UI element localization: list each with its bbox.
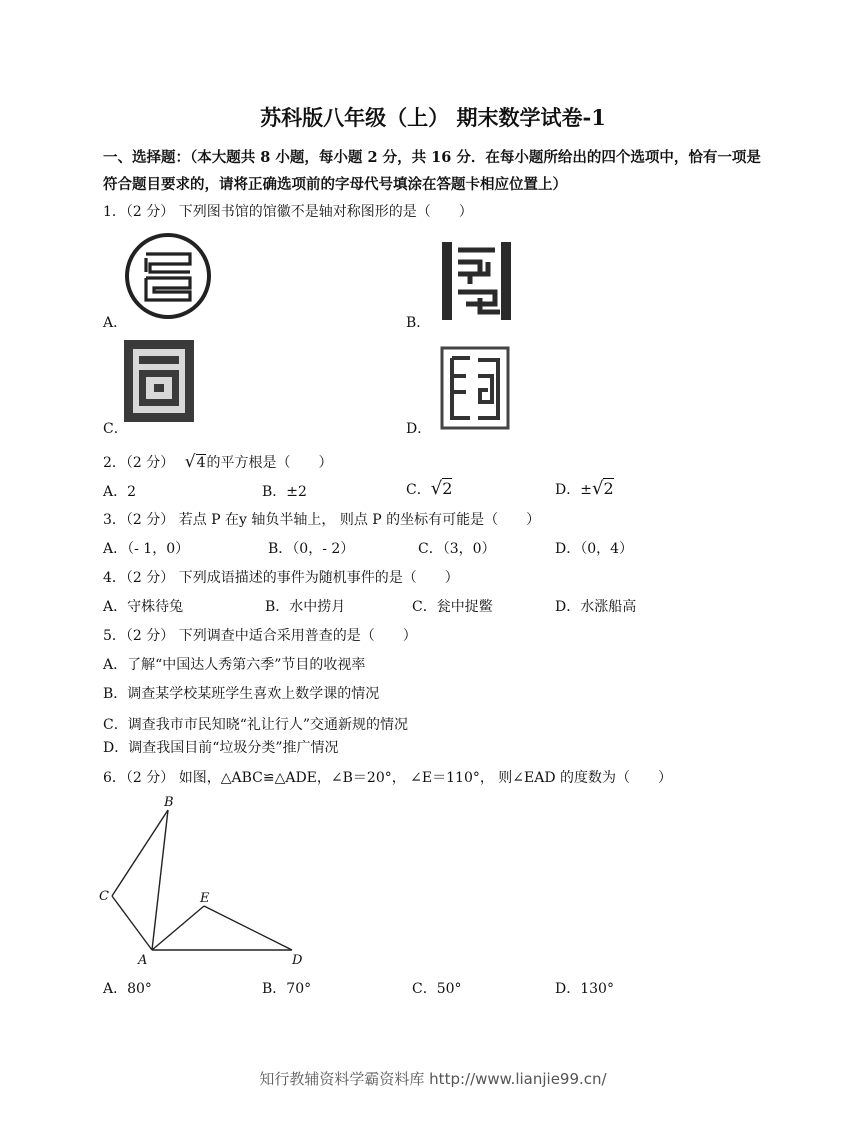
q6-option-b[interactable]: B．70°	[262, 981, 312, 997]
sqrt-sign-icon: √	[591, 478, 604, 499]
q5-option-a[interactable]: A．了解“中国达人秀第六季”节目的收视率	[103, 657, 366, 673]
q1-option-d[interactable]: D．	[406, 421, 432, 437]
q2-option-d[interactable]	[555, 478, 614, 499]
q2-option-d-radicand: 2	[603, 479, 614, 498]
q2-stem	[103, 452, 332, 472]
q1-option-a[interactable]: A．	[103, 315, 128, 331]
emblem-c-image	[124, 340, 194, 422]
q2-radicand: 4	[196, 455, 206, 471]
label-e: E	[200, 891, 210, 906]
label-c: C	[99, 889, 109, 904]
q4-stem: 4．（2 分） 下列成语描述的事件为随机事件的是（ ）	[103, 570, 459, 586]
q4-option-d[interactable]: D．水涨船高	[555, 599, 637, 615]
q6-stem: 6．（2 分） 如图，△ABC≌△ADE，∠B＝20°， ∠E＝110°， 则∠EAD 的度数为（ ）	[103, 770, 673, 786]
segment-ed	[204, 906, 292, 950]
q4-option-a[interactable]: A．守株待兔	[103, 599, 184, 615]
q5-option-b[interactable]: B．调查某学校某班学生喜欢上数学课的情况	[103, 686, 380, 702]
q3-option-a[interactable]: A．（- 1，0）	[103, 541, 190, 557]
q3-option-c[interactable]: C．（3，0）	[418, 541, 496, 557]
emblem-d-image	[440, 346, 510, 430]
q3-stem: 3．（2 分） 若点 P 在y 轴负半轴上， 则点 P 的坐标有可能是（ ）	[103, 512, 541, 528]
q2-option-b[interactable]: B．±2	[262, 484, 307, 500]
sqrt-sign-icon: √	[430, 478, 443, 499]
emblem-b-image	[440, 240, 513, 322]
page-title: 苏科版八年级（上） 期末数学试卷-1	[260, 105, 606, 130]
label-b: B	[164, 795, 174, 810]
q5-option-d[interactable]: D．调查我国目前“垃圾分类”推广情况	[103, 740, 339, 756]
q2-prefix: 2．（2 分）	[103, 455, 175, 471]
q1-stem: 1．（2 分） 下列图书馆的馆徽不是轴对称图形的是（ ）	[103, 204, 473, 220]
q5-stem: 5．（2 分） 下列调查中适合采用普查的是（ ）	[103, 628, 417, 644]
q6-option-d[interactable]: D．130°	[555, 981, 614, 997]
q2-option-c-radicand: 2	[442, 479, 453, 498]
q3-option-d[interactable]: D．（0，4）	[555, 541, 634, 557]
q5-option-c[interactable]: C．调查我市市民知晓“礼让行人”交通新规的情况	[103, 717, 409, 733]
sqrt-sign-icon: √	[184, 452, 196, 472]
segment-ae	[152, 906, 204, 950]
section-instructions-line1: 一、选择题：（本大题共 8 小题，每小题 2 分，共 16 分．在每小题所给出的四个选项中，恰有一项是	[103, 149, 761, 166]
q2-option-d-label: D．±	[555, 482, 592, 498]
emblem-a-image	[124, 232, 212, 320]
q2-suffix: 的平方根是（ ）	[206, 455, 333, 471]
q4-option-b[interactable]: B．水中捞月	[265, 599, 346, 615]
footer-watermark: 知行教辅资料学霸资料库 http://www.lianjie99.cn/	[259, 1070, 607, 1088]
q1-option-c[interactable]: C．	[103, 421, 128, 437]
label-d: D	[292, 953, 303, 968]
q2-option-c[interactable]	[406, 478, 452, 499]
segment-ca	[112, 896, 152, 950]
q3-option-b[interactable]: B．（0，- 2）	[268, 541, 355, 557]
section-instructions-line2: 符合题目要求的，请将正确选项前的字母代号填涂在答题卡相应位置上）	[103, 176, 567, 193]
q2-sqrt	[185, 452, 207, 472]
q6-triangle-figure	[96, 790, 316, 970]
q4-option-c[interactable]: C．瓮中捉鳖	[412, 599, 493, 615]
q1-option-b[interactable]: B．	[406, 315, 431, 331]
q6-option-a[interactable]: A．80°	[103, 981, 152, 997]
q2-option-c-label: C．	[406, 482, 431, 498]
label-a: A	[138, 953, 148, 968]
q2-option-a[interactable]: A．2	[103, 484, 137, 500]
q6-option-c[interactable]: C．50°	[412, 981, 462, 997]
